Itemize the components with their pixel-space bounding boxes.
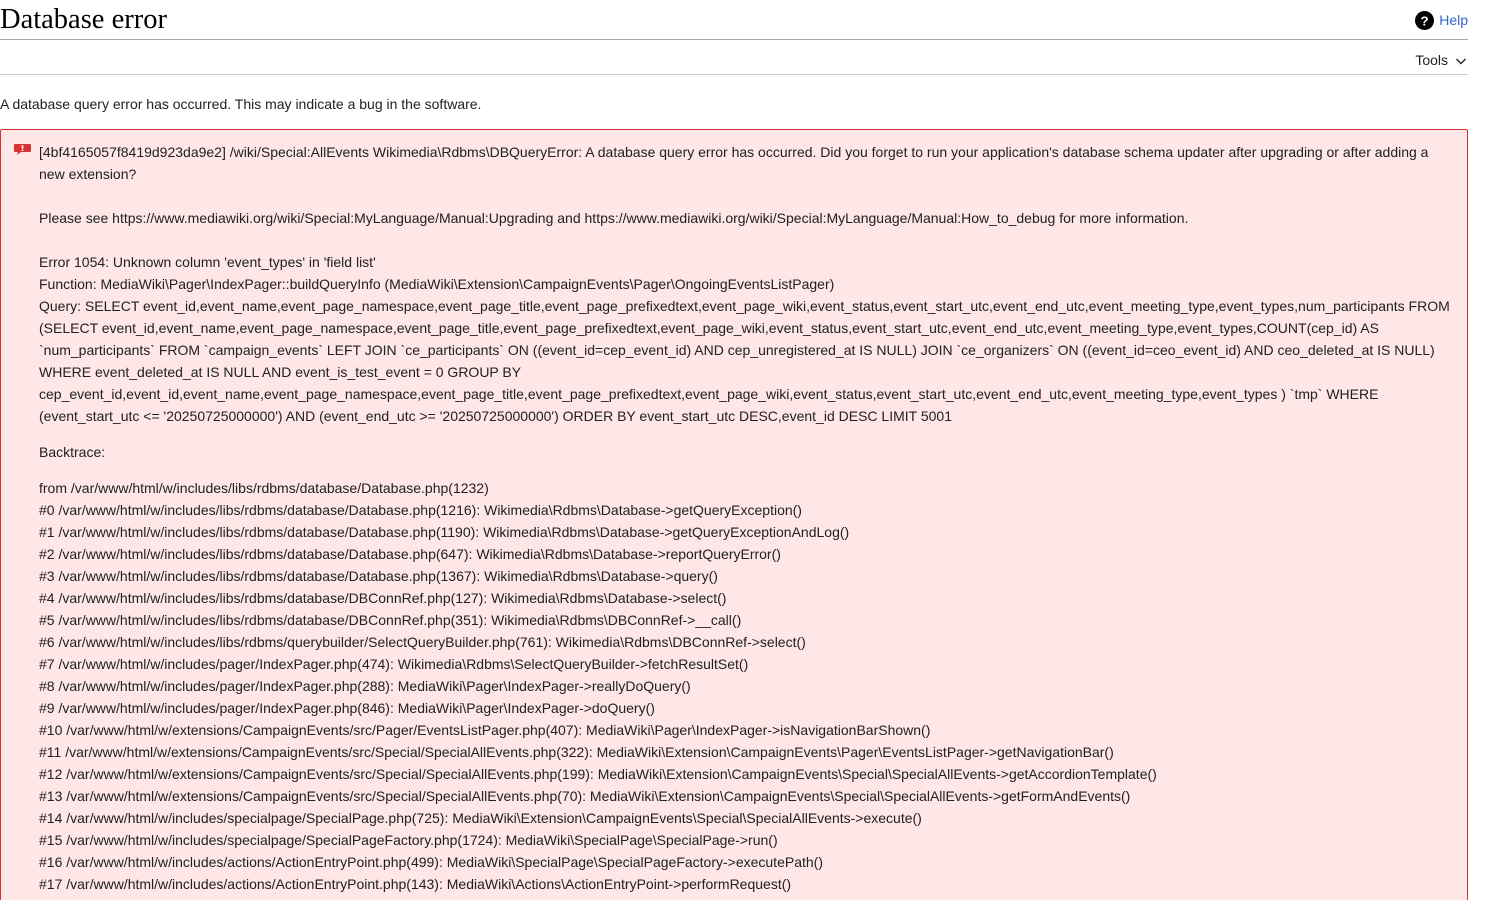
backtrace-line: #0 /var/www/html/w/includes/libs/rdbms/database/Database.php(1216): Wikimedia\Rdbms\Database->getQueryException() — [39, 502, 802, 518]
error-function-line: Function: MediaWiki\Pager\IndexPager::buildQueryInfo (MediaWiki\Extension\CampaignEvents\Pager\OngoingEventsListPager) — [39, 276, 835, 292]
backtrace-line: #8 /var/www/html/w/includes/pager/IndexPager.php(288): MediaWiki\Pager\IndexPager->reallyDoQuery() — [39, 678, 691, 694]
tools-label[interactable]: Tools — [1415, 52, 1448, 68]
backtrace-line: #2 /var/www/html/w/includes/libs/rdbms/database/Database.php(647): Wikimedia\Rdbms\Database->reportQueryError() — [39, 546, 781, 562]
chevron-down-icon — [1455, 54, 1467, 66]
backtrace-line: #14 /var/www/html/w/includes/specialpage/SpecialPage.php(725): MediaWiki\Extension\CampaignEvents\Special\SpecialAllEvents->execute() — [39, 810, 922, 826]
backtrace-line: #17 /var/www/html/w/includes/actions/ActionEntryPoint.php(143): MediaWiki\Actions\ActionEntryPoint->performRequest() — [39, 876, 792, 892]
backtrace-line: #12 /var/www/html/w/extensions/CampaignEvents/src/Special/SpecialAllEvents.php(199): MediaWiki\Extension\CampaignEvents\Special\SpecialAllEvents->getAccordionTemplate() — [39, 766, 1157, 782]
error-summary: [4bf4165057f8419d923da9e2] /wiki/Special:AllEvents Wikimedia\Rdbms\DBQueryError: A database query error has occurred. Did you forget to run your application's database schema updater after upgrading or after adding a new extension? — [39, 144, 1429, 182]
backtrace-line: #3 /var/www/html/w/includes/libs/rdbms/database/Database.php(1367): Wikimedia\Rdbms\Database->query() — [39, 568, 718, 584]
backtrace-line: #10 /var/www/html/w/extensions/CampaignEvents/src/Pager/EventsListPager.php(407): MediaWiki\Pager\IndexPager->isNavigationBarShown() — [39, 722, 931, 738]
svg-text:?: ? — [1420, 12, 1429, 28]
intro-text: A database query error has occurred. This may indicate a bug in the software. — [0, 96, 482, 112]
tools-dropdown-button[interactable] — [1415, 50, 1468, 70]
backtrace-line: #7 /var/www/html/w/includes/pager/IndexPager.php(474): Wikimedia\Rdbms\SelectQueryBuilder->fetchResultSet() — [39, 656, 749, 672]
backtrace-line: #13 /var/www/html/w/extensions/CampaignEvents/src/Special/SpecialAllEvents.php(70): MediaWiki\Extension\CampaignEvents\Special\SpecialAllEvents->getFormAndEvents() — [39, 788, 1131, 804]
backtrace-line: #5 /var/www/html/w/includes/libs/rdbms/database/DBConnRef.php(351): Wikimedia\Rdbms\DBConnRef->__call() — [39, 612, 742, 628]
backtrace-label: Backtrace: — [39, 444, 106, 460]
error-code-line: Error 1054: Unknown column 'event_types' in 'field list' — [39, 254, 376, 270]
error-message-box — [0, 129, 1468, 900]
error-query-line: Query: SELECT event_id,event_name,event_page_namespace,event_page_title,event_page_prefixedtext,event_page_wiki,event_status,event_start_utc,event_end_utc,event_meeting_type,event_types,num_participants FROM (SELECT event_id,event_name,event_page_namespace,event_page_title,event_page_prefixedtext,event_page_wiki,event_status,event_start_utc,event_end_utc,event_meeting_type,event_types,COUNT(cep_id) AS `num_participants` FROM `campaign_events` LEFT JOIN `ce_participants` ON ((event_id=cep_event_id) AND cep_unregistered_at IS NULL) JOIN `ce_organizers` ON ((event_id=ceo_event_id) AND ceo_deleted_at IS NULL) WHERE event_deleted_at IS NULL AND event_is_test_event = 0 GROUP BY cep_event_id,event_id,event_name,event_page_namespace,event_page_title,event_page_prefixedtext,event_page_wiki,event_status,event_start_utc,event_end_utc,event_meeting_type,event_types ) `tmp` WHERE (event_start_utc <= '20250725000000') AND (event_end_utc >= '20250725000000') ORDER BY event_start_utc DESC,event_id DESC LIMIT 5001 — [39, 298, 1450, 424]
backtrace-line: #4 /var/www/html/w/includes/libs/rdbms/database/DBConnRef.php(127): Wikimedia\Rdbms\Database->select() — [39, 590, 727, 606]
page-header — [0, 0, 1468, 40]
help-link[interactable] — [1415, 10, 1468, 30]
backtrace-line: #1 /var/www/html/w/includes/libs/rdbms/database/Database.php(1190): Wikimedia\Rdbms\Database->getQueryExceptionAndLog() — [39, 524, 850, 540]
backtrace-list — [39, 477, 1450, 895]
backtrace-line: #11 /var/www/html/w/extensions/CampaignEvents/src/Special/SpecialAllEvents.php(322): MediaWiki\Extension\CampaignEvents\Pager\EventsListPager->getNavigationBar() — [39, 744, 1114, 760]
help-label[interactable]: Help — [1439, 12, 1468, 28]
help-icon — [1415, 11, 1434, 30]
error-icon — [13, 141, 32, 155]
backtrace-line: from /var/www/html/w/includes/libs/rdbms/database/Database.php(1232) — [39, 480, 489, 496]
error-see-also: Please see https://www.mediawiki.org/wiki/Special:MyLanguage/Manual:Upgrading and https://www.mediawiki.org/wiki/Special:MyLanguage/Manual:How_to_debug for more information. — [39, 210, 1189, 226]
toolbar — [0, 40, 1468, 75]
page-title: Database error — [0, 4, 167, 35]
backtrace-line: #15 /var/www/html/w/includes/specialpage/SpecialPageFactory.php(1724): MediaWiki\SpecialPage\SpecialPage->run() — [39, 832, 778, 848]
backtrace-line: #9 /var/www/html/w/includes/pager/IndexPager.php(846): MediaWiki\Pager\IndexPager->doQuery() — [39, 700, 655, 716]
backtrace-line: #16 /var/www/html/w/includes/actions/ActionEntryPoint.php(499): MediaWiki\SpecialPage\SpecialPageFactory->executePath() — [39, 854, 823, 870]
backtrace-line: #6 /var/www/html/w/includes/libs/rdbms/querybuilder/SelectQueryBuilder.php(761): Wikimedia\Rdbms\DBConnRef->select() — [39, 634, 806, 650]
